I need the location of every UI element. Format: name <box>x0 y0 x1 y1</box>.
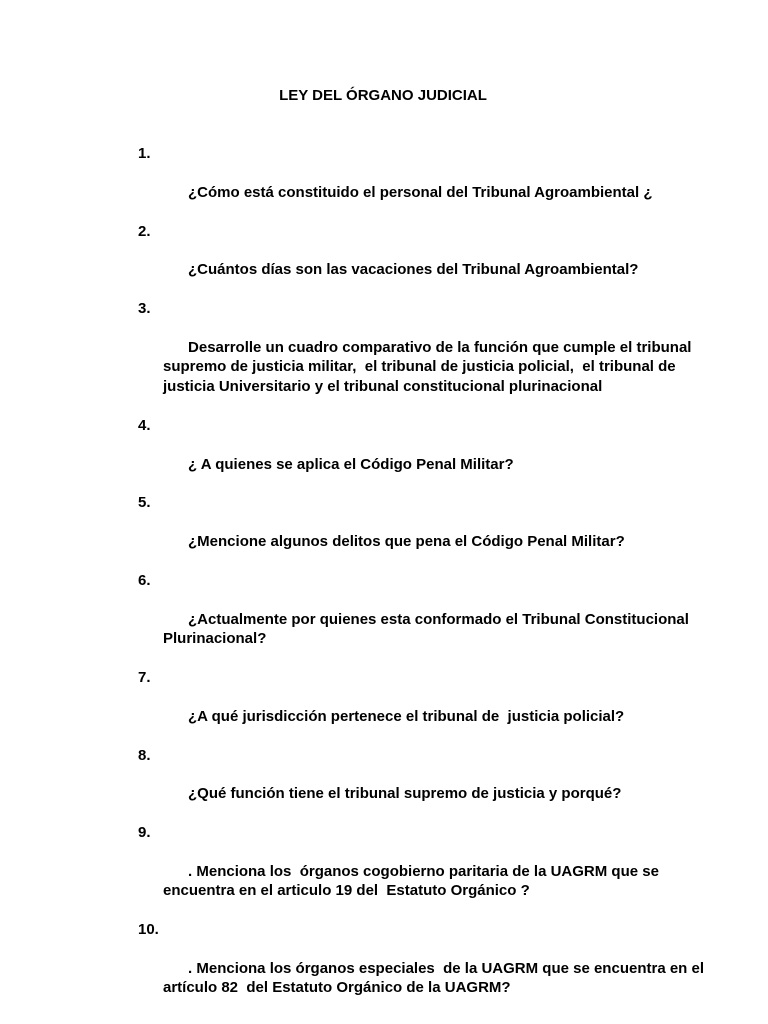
list-item <box>138 299 708 415</box>
question-text: . Menciona los órganos cogobierno paritaria de la UAGRM que se encuentra en el articulo 19 del Estatuto Orgánico ? <box>163 863 664 900</box>
list-item <box>138 668 708 746</box>
list-item <box>138 920 708 1017</box>
question-number: 5. <box>138 494 151 512</box>
question-text: . Menciona los órganos especiales de la UAGRM que se encuentra en el artículo 82 del Estatuto Orgánico de la UAGRM? <box>163 960 709 997</box>
list-item <box>138 493 708 571</box>
question-number: 8. <box>138 746 151 764</box>
question-number: 7. <box>138 668 151 686</box>
question-number: 2. <box>138 222 151 240</box>
question-number: 1. <box>138 145 151 162</box>
list-item <box>138 823 708 920</box>
list-item <box>138 222 708 300</box>
question-text: ¿Mencione algunos delitos que pena el Código Penal Militar? <box>188 533 625 551</box>
document-title: LEY DEL ÓRGANO JUDICIAL <box>279 87 487 104</box>
question-text: ¿Cómo está constituido el personal del Tribunal Agroambiental ¿ <box>188 183 653 201</box>
question-number: 10. <box>138 921 159 939</box>
question-text: ¿Cuántos días son las vacaciones del Tribunal Agroambiental? <box>188 261 639 279</box>
list-item <box>138 416 708 494</box>
list-item <box>138 144 708 222</box>
question-number: 4. <box>138 416 151 434</box>
question-text: ¿Qué función tiene el tribunal supremo de justicia y porqué? <box>188 785 622 803</box>
question-number: 6. <box>138 571 151 589</box>
question-number: 9. <box>138 824 151 842</box>
question-list <box>138 144 708 1017</box>
list-item <box>138 746 708 824</box>
question-text: ¿A qué jurisdicción pertenece el tribunal de justicia policial? <box>188 707 625 725</box>
question-text: ¿Actualmente por quienes esta conformado el Tribunal Constitucional Plurinacional? <box>163 610 694 648</box>
question-text: ¿ A quienes se aplica el Código Penal Militar? <box>188 455 514 473</box>
question-number: 3. <box>138 300 151 318</box>
question-text: Desarrolle un cuadro comparativo de la función que cumple el tribunal supremo de justicia militar, el tribunal de justicia policial, el tribunal de justicia Universitario y el tribunal constitucional plurinacional <box>163 339 696 395</box>
list-item <box>138 571 708 668</box>
